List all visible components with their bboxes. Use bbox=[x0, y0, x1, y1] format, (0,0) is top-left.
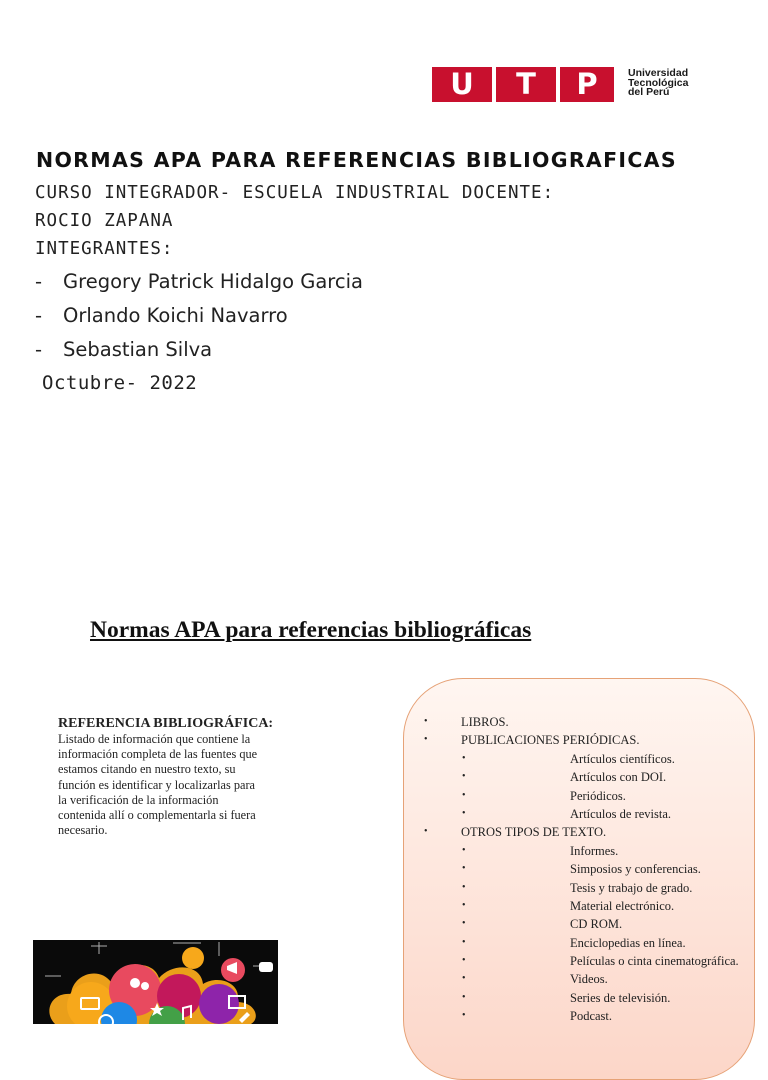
reference-item-text: Películas o cinta cinematográfica. bbox=[570, 954, 739, 969]
reference-item-text: Periódicos. bbox=[570, 788, 626, 803]
definition-line: función es identificar y localizarlas para bbox=[58, 777, 255, 792]
members-label: INTEGRANTES: bbox=[35, 239, 174, 259]
reference-item-text: Simposios y conferencias. bbox=[570, 862, 701, 877]
logo-letter-u: U bbox=[450, 67, 474, 101]
bullet-icon: • bbox=[462, 844, 466, 856]
reference-subitem bbox=[424, 970, 739, 988]
bullet-icon: • bbox=[462, 863, 466, 875]
reference-item-text: PUBLICACIONES PERIÓDICAS. bbox=[461, 733, 640, 748]
chat-bubble-icon bbox=[259, 962, 273, 972]
people-icon bbox=[141, 982, 149, 990]
definition-line: información completa de las fuentes que bbox=[58, 747, 258, 762]
definition-line: la verificación de la información bbox=[58, 792, 219, 807]
bullet-icon: • bbox=[462, 918, 466, 930]
logo-letter-p: P bbox=[576, 67, 598, 101]
bullet-icon: • bbox=[462, 789, 466, 801]
bullet-icon: • bbox=[424, 716, 428, 727]
definition-line: Listado de información que contiene la bbox=[58, 732, 251, 746]
reference-item-text: CD ROM. bbox=[570, 917, 623, 932]
logo-text-line: Tecnológica bbox=[628, 76, 689, 89]
reference-item-text: Podcast. bbox=[570, 1009, 613, 1024]
member-dash: - bbox=[35, 304, 43, 327]
reference-item-text: Artículos con DOI. bbox=[570, 770, 667, 785]
reference-subitem bbox=[424, 768, 739, 786]
reference-subitem bbox=[424, 897, 739, 915]
bullet-icon: • bbox=[462, 1010, 466, 1022]
reference-subitem bbox=[424, 1007, 739, 1025]
reference-subitem bbox=[424, 989, 739, 1007]
document-date: Octubre- 2022 bbox=[42, 372, 198, 394]
logo-block-p bbox=[560, 67, 614, 102]
bullet-icon: • bbox=[462, 991, 466, 1003]
definition-text bbox=[58, 732, 310, 838]
member-dash: - bbox=[35, 338, 43, 361]
utp-logo bbox=[432, 67, 732, 102]
logo-university-name bbox=[628, 69, 688, 98]
reference-item-text: Series de televisión. bbox=[570, 990, 671, 1005]
bullet-icon: • bbox=[462, 752, 466, 764]
reference-subitem bbox=[424, 879, 739, 897]
people-icon bbox=[130, 978, 140, 988]
social-media-infographic bbox=[33, 940, 278, 1024]
infographic-graphic bbox=[33, 940, 278, 1024]
reference-category bbox=[424, 713, 739, 731]
reference-item-text: LIBROS. bbox=[461, 715, 509, 729]
reference-item-text: Enciclopedias en línea. bbox=[570, 935, 686, 950]
bullet-icon: • bbox=[424, 826, 428, 838]
teacher-name: ROCIO ZAPANA bbox=[35, 211, 174, 231]
reference-item-text: Artículos científicos. bbox=[570, 751, 675, 766]
reference-subitem bbox=[424, 860, 739, 878]
member-item bbox=[35, 304, 288, 327]
logo-letter-t: T bbox=[516, 67, 536, 101]
definition-line: estamos citando en nuestro texto, su bbox=[58, 762, 236, 777]
member-name: Sebastian Silva bbox=[63, 338, 213, 361]
reference-subitem bbox=[424, 750, 739, 768]
reference-item-text: Artículos de revista. bbox=[570, 806, 672, 821]
member-name: Orlando Koichi Navarro bbox=[63, 304, 288, 327]
bullet-icon: • bbox=[424, 734, 428, 746]
logo-text-line: Universidad bbox=[628, 67, 689, 79]
reference-item-text: OTROS TIPOS DE TEXTO. bbox=[461, 825, 607, 840]
definition-line: contenida allí o complementarla si fuera bbox=[58, 808, 256, 823]
reference-category bbox=[424, 823, 739, 841]
logo-text-line: del Perú bbox=[628, 86, 670, 98]
logo-block-t bbox=[496, 67, 556, 102]
course-line: CURSO INTEGRADOR- ESCUELA INDUSTRIAL DOCENTE: bbox=[35, 183, 555, 203]
bullet-icon: • bbox=[462, 973, 466, 985]
reference-subitem bbox=[424, 805, 739, 823]
reference-item-text: Material electrónico. bbox=[570, 898, 675, 913]
reference-subitem bbox=[424, 915, 739, 933]
definition-line: necesario. bbox=[58, 823, 108, 838]
logo-block-u bbox=[432, 67, 492, 102]
reference-subitem bbox=[424, 787, 739, 805]
member-dash: - bbox=[35, 270, 43, 293]
reference-types-list bbox=[424, 713, 739, 1026]
section-title: Normas APA para referencias bibliográficas bbox=[90, 617, 532, 643]
reference-subitem bbox=[424, 934, 739, 952]
reference-subitem bbox=[424, 842, 739, 860]
document-title: NORMAS APA PARA REFERENCIAS BIBLIOGRAFICAS bbox=[36, 148, 677, 172]
reference-category bbox=[424, 731, 739, 749]
bullet-icon: • bbox=[462, 881, 466, 893]
bullet-icon: • bbox=[462, 807, 466, 819]
bullet-icon: • bbox=[462, 955, 466, 967]
member-item bbox=[35, 270, 363, 293]
reference-item-text: Videos. bbox=[570, 972, 608, 987]
member-name: Gregory Patrick Hidalgo Garcia bbox=[63, 270, 363, 293]
reference-item-text: Tesis y trabajo de grado. bbox=[570, 880, 693, 895]
member-item bbox=[35, 338, 212, 361]
bullet-icon: • bbox=[462, 936, 466, 948]
definition-block bbox=[58, 716, 310, 838]
definition-heading: REFERENCIA BIBLIOGRÁFICA: bbox=[58, 716, 274, 731]
bullet-icon: • bbox=[462, 899, 466, 911]
bullet-icon: • bbox=[462, 771, 466, 783]
reference-subitem bbox=[424, 952, 739, 970]
reference-item-text: Informes. bbox=[570, 843, 619, 858]
